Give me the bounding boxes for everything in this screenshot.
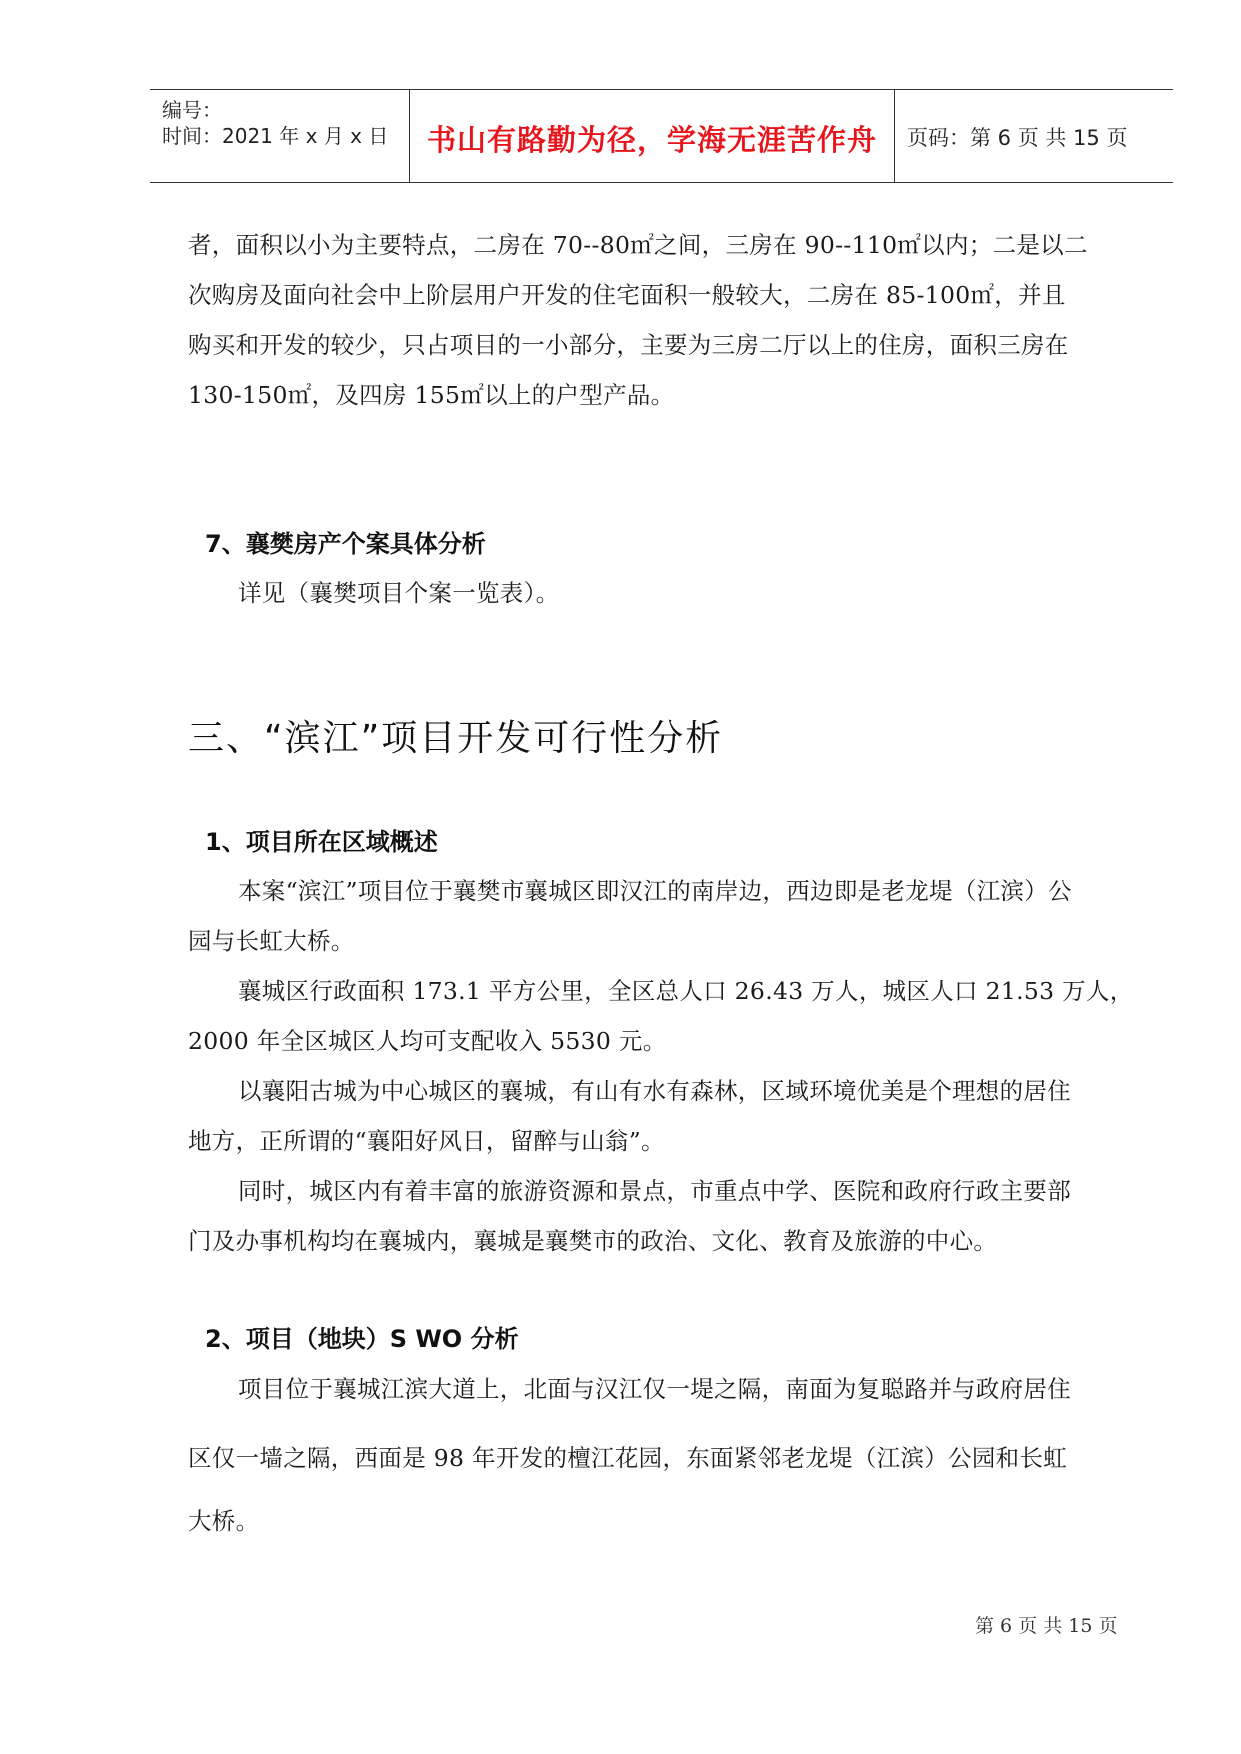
paragraph-line: 本案“滨江”项目位于襄樊市襄城区即汉江的南岸边，西边即是老龙堤（江滨）公 (238, 877, 1072, 905)
document-date: 时间：2021 年 x 月 x 日 (162, 124, 389, 148)
header-motto-cell (409, 90, 895, 182)
paragraph-line: 次购房及面向社会中上阶层用户开发的住宅面积一般较大，二房在 85-100㎡，并且 (188, 281, 1066, 309)
paragraph-line: 区仅一墙之隔，西面是 98 年开发的檀江花园，东面紧邻老龙堤（江滨）公园和长虹 (188, 1444, 1068, 1472)
page-footer: 第 6 页 共 15 页 (975, 1615, 1118, 1637)
section-heading: 2、项目（地块）S WO 分析 (205, 1325, 519, 1353)
header-page-code: 页码：第 6 页 共 15 页 (907, 126, 1128, 150)
chapter-heading: 三、“滨江”项目开发可行性分析 (188, 718, 724, 759)
paragraph-line: 大桥。 (188, 1507, 260, 1535)
paragraph-line: 地方，正所谓的“襄阳好风日，留醉与山翁”。 (188, 1127, 665, 1155)
paragraph-line: 园与长虹大桥。 (188, 927, 355, 955)
paragraph-line: 购买和开发的较少，只占项目的一小部分，主要为三房二厅以上的住房，面积三房在 (188, 331, 1069, 359)
paragraph-line: 2000 年全区城区人均可支配收入 5530 元。 (188, 1027, 667, 1055)
header-page-cell (895, 90, 1173, 182)
header-meta-cell (150, 90, 409, 182)
paragraph-line: 项目位于襄城江滨大道上，北面与汉江仅一堤之隔，南面为复聪路并与政府居住 (238, 1375, 1071, 1403)
paragraph-line: 襄城区行政面积 173.1 平方公里，全区总人口 26.43 万人，城区人口 21.53 万人， (238, 977, 1134, 1005)
document-header (150, 89, 1173, 183)
paragraph-line: 者，面积以小为主要特点，二房在 70--80㎡之间，三房在 90--110㎡以内；二是以二 (188, 231, 1088, 259)
paragraph-line: 门及办事机构均在襄城内，襄城是襄樊市的政治、文化、教育及旅游的中心。 (188, 1227, 998, 1255)
section-heading: 1、项目所在区域概述 (205, 828, 438, 856)
section-heading: 7、襄樊房产个案具体分析 (205, 530, 486, 558)
paragraph-line: 130-150㎡，及四房 155㎡以上的户型产品。 (188, 381, 675, 409)
header-motto: 书山有路勤为径，学海无涯苦作舟 (426, 123, 877, 157)
paragraph-line: 同时，城区内有着丰富的旅游资源和景点，市重点中学、医院和政府行政主要部 (238, 1177, 1071, 1205)
document-number-label: 编号： (162, 98, 222, 122)
paragraph-line: 详见（襄樊项目个案一览表）。 (238, 579, 560, 607)
paragraph-line: 以襄阳古城为中心城区的襄城，有山有水有森林，区域环境优美是个理想的居住 (238, 1077, 1071, 1105)
